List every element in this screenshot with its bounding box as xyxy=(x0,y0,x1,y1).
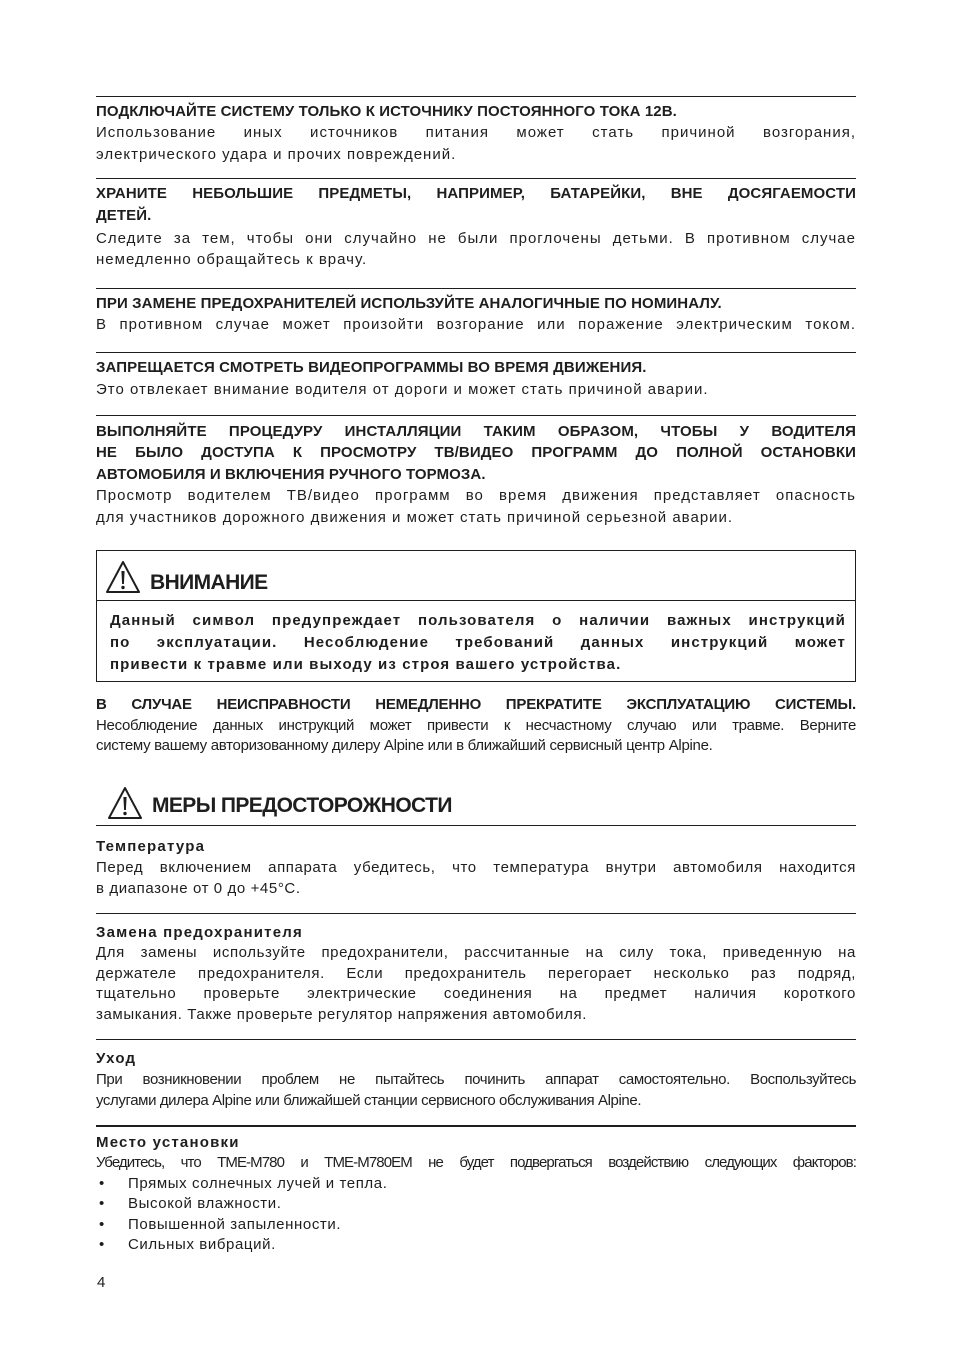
section-body-line: услугами дилера Alpine или ближайшей станции сервисного обслуживания Alpine. xyxy=(96,1091,642,1109)
caution-box xyxy=(96,550,856,682)
bullet-icon: • xyxy=(99,1174,105,1192)
section-body-line: При возникновении проблем не пытайтесь починить аппарат самостоятельно. Воспользуйтесь xyxy=(96,1070,856,1088)
list-item-text: Прямых солнечных лучей и тепла. xyxy=(128,1174,388,1192)
precaution-section xyxy=(96,1125,856,1256)
section-body-line: тщательно проверьте электрические соединения на предмет наличия короткого xyxy=(96,985,856,1002)
bullet-icon: • xyxy=(99,1236,105,1253)
caution-title: ВНИМАНИЕ xyxy=(150,571,268,594)
caution-body-line: привести к травме или выходу из строя вашего устройства. xyxy=(110,656,622,673)
malfunction-body-line: систему вашему авторизованному дилеру Alpine или в ближайший сервисный центр Alpine. xyxy=(96,737,713,754)
section-body-line: в диапазоне от 0 до +45°C. xyxy=(96,880,301,897)
precautions-title: МЕРЫ ПРЕДОСТОРОЖНОСТИ xyxy=(152,794,452,817)
page-number: 4 xyxy=(97,1274,106,1291)
warning-heading: ХРАНИТЕ НЕБОЛЬШИЕ ПРЕДМЕТЫ, НАПРИМЕР, БАТАРЕЙКИ, ВНЕ ДОСЯГАЕМОСТИ xyxy=(96,185,856,202)
section-body-line: замыкания. Также проверьте регулятор напряжения автомобиля. xyxy=(96,1005,587,1023)
warning-block xyxy=(96,288,856,336)
warning-body-line: Использование иных источников питания может стать причиной возгорания, xyxy=(96,124,856,141)
warning-body-line: Следите за тем, чтобы они случайно не были проглочены детьми. В противном случае xyxy=(96,229,856,247)
warning-heading: ВЫПОЛНЯЙТЕ ПРОЦЕДУРУ ИНСТАЛЛЯЦИИ ТАКИМ ОБРАЗОМ, ЧТОБЫ У ВОДИТЕЛЯ xyxy=(96,422,856,440)
precaution-section xyxy=(96,836,856,899)
list-item xyxy=(96,1215,856,1236)
warning-triangle-icon xyxy=(105,560,141,594)
section-body-line: Для замены используйте предохранители, рассчитанные на силу тока, приведенную на xyxy=(96,944,856,961)
malfunction-body-line: Несоблюдение данных инструкций может привести к несчастному случаю или травме. Верните xyxy=(96,716,856,734)
warning-body-line: для участников дорожного движения и может стать причиной серьезной аварии. xyxy=(96,508,734,526)
warning-body-line: немедленно обращайтесь к врачу. xyxy=(96,251,368,268)
caution-body-line: Данный символ предупреждает пользователя о наличии важных инструкций xyxy=(110,612,846,629)
section-title: Место установки xyxy=(96,1134,240,1151)
warning-block xyxy=(96,352,856,400)
section-title: Замена предохранителя xyxy=(96,924,303,941)
section-body-line: держателе предохранителя. Если предохранитель перегорает несколько раз подряд, xyxy=(96,964,856,982)
warning-heading: ПРИ ЗАМЕНЕ ПРЕДОХРАНИТЕЛЕЙ ИСПОЛЬЗУЙТЕ АНАЛОГИЧНЫЕ ПО НОМИНАЛУ. xyxy=(96,294,722,312)
section-body-line: Убедитесь, что TME-M780 и TME-M780EM не будет подвергаться воздействию следующих факторов: xyxy=(96,1154,856,1171)
caution-body-line: по эксплуатации. Несоблюдение требований данных инструкций может xyxy=(110,634,846,651)
warning-heading: ЗАПРЕЩАЕТСЯ СМОТРЕТЬ ВИДЕОПРОГРАММЫ ВО ВРЕМЯ ДВИЖЕНИЯ. xyxy=(96,359,647,376)
malfunction-heading: В СЛУЧАЕ НЕИСПРАВНОСТИ НЕМЕДЛЕННО ПРЕКРАТИТЕ ЭКСПЛУАТАЦИЮ СИСТЕМЫ. xyxy=(96,696,856,713)
list-item xyxy=(96,1235,856,1256)
warning-block xyxy=(96,178,856,271)
malfunction-block xyxy=(96,694,856,757)
warning-body-line: Просмотр водителем ТВ/видео программ во время движения представляет опасность xyxy=(96,487,856,504)
precaution-section xyxy=(96,913,856,1025)
caution-header xyxy=(97,551,855,601)
precaution-section xyxy=(96,1039,856,1111)
list-item xyxy=(96,1194,856,1215)
warning-body-line: В противном случае может произойти возгорание или поражение электрическим током. xyxy=(96,316,856,333)
precautions-header xyxy=(96,785,856,826)
warning-heading: ПОДКЛЮЧАЙТЕ СИСТЕМУ ТОЛЬКО К ИСТОЧНИКУ ПОСТОЯННОГО ТОКА 12В. xyxy=(96,102,677,120)
list-item-text: Высокой влажности. xyxy=(128,1195,282,1212)
warning-block xyxy=(96,415,856,528)
warning-heading: ДЕТЕЙ. xyxy=(96,206,152,224)
section-title: Уход xyxy=(96,1049,137,1067)
list-item xyxy=(96,1174,856,1195)
list-item-text: Сильных вибраций. xyxy=(128,1236,276,1253)
warning-body-line: электрического удара и прочих повреждений. xyxy=(96,145,457,163)
warning-heading: НЕ БЫЛО ДОСТУПА К ПРОСМОТРУ ТВ/ВИДЕО ПРОГРАММ ДО ПОЛНОЙ ОСТАНОВКИ xyxy=(96,444,856,461)
warning-body-line: Это отвлекает внимание водителя от дороги и может стать причиной аварии. xyxy=(96,380,709,398)
warning-block xyxy=(96,96,856,165)
warning-triangle-icon xyxy=(107,786,143,820)
warning-heading: АВТОМОБИЛЯ И ВКЛЮЧЕНИЯ РУЧНОГО ТОРМОЗА. xyxy=(96,465,486,483)
list-item-text: Повышенной запыленности. xyxy=(128,1215,342,1233)
caution-body xyxy=(97,601,855,676)
section-body-line: Перед включением аппарата убедитесь, что температура внутри автомобиля находится xyxy=(96,859,856,876)
bullet-icon: • xyxy=(99,1215,105,1233)
section-title: Температура xyxy=(96,838,206,855)
bullet-icon: • xyxy=(99,1195,105,1212)
